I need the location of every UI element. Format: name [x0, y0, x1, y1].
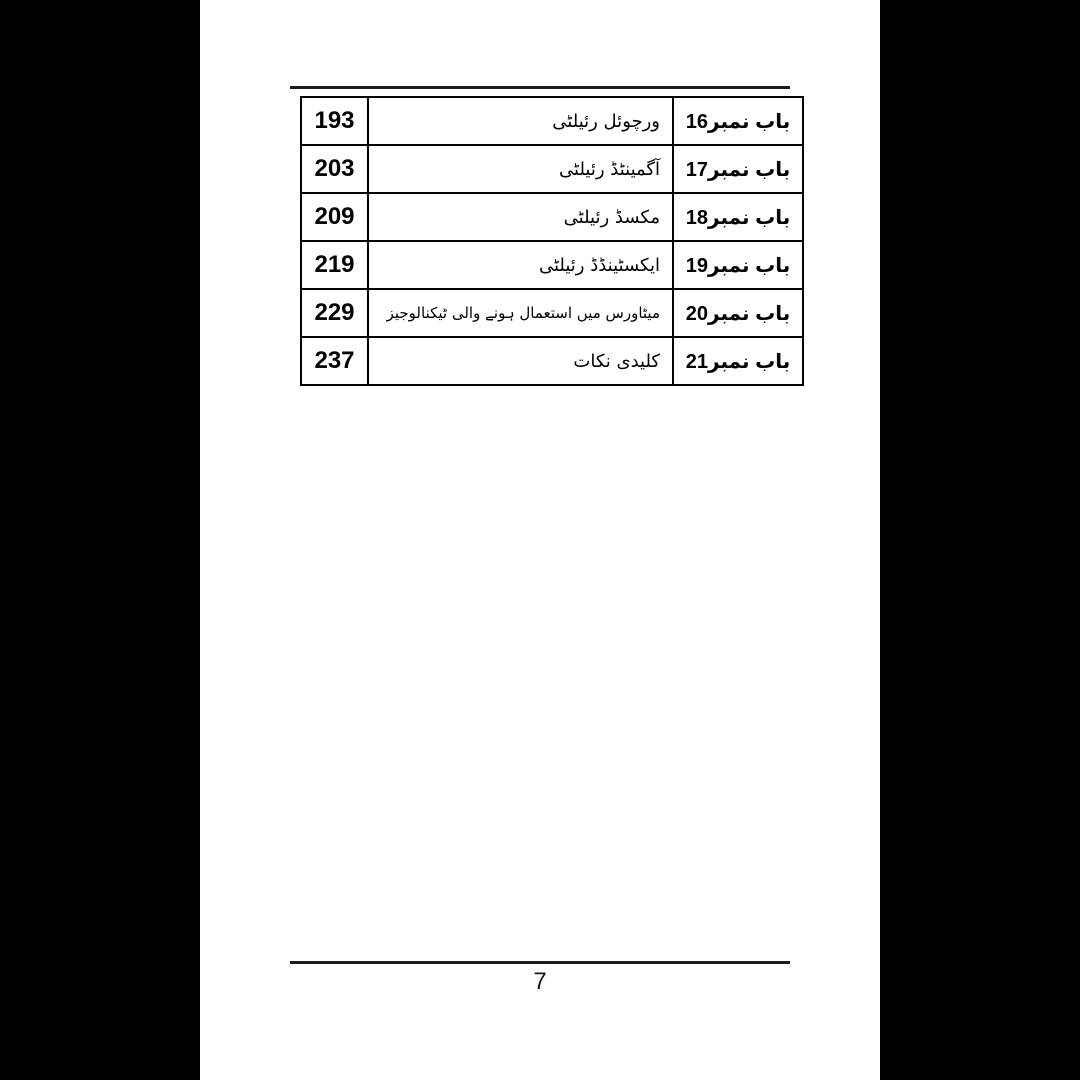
book-page [200, 0, 880, 1080]
toc-page-number-cell: 219 [301, 241, 368, 289]
table-row [301, 193, 803, 241]
table-row [301, 289, 803, 337]
toc-chapter-cell: باب نمبر17 [673, 145, 803, 193]
toc-chapter-cell: باب نمبر20 [673, 289, 803, 337]
toc-page-number-cell: 229 [301, 289, 368, 337]
toc-chapter-cell: باب نمبر16 [673, 97, 803, 145]
table-row [301, 145, 803, 193]
toc-page-number-cell: 203 [301, 145, 368, 193]
toc-chapter-cell: باب نمبر21 [673, 337, 803, 385]
table-row [301, 241, 803, 289]
toc-page-number-cell: 237 [301, 337, 368, 385]
toc-page-number-cell: 209 [301, 193, 368, 241]
toc-page-number-cell: 193 [301, 97, 368, 145]
table-row [301, 97, 803, 145]
toc-chapter-cell: باب نمبر19 [673, 241, 803, 289]
toc-title-cell: میٹاورس میں استعمال ہونے والی ٹیکنالوجیز [368, 289, 673, 337]
toc-table [300, 96, 804, 386]
toc-table-body [301, 97, 803, 385]
toc-title-cell: مکسڈ رئیلٹی [368, 193, 673, 241]
bottom-rule-divider [290, 961, 790, 964]
toc-title-cell: ایکسٹینڈڈ رئیلٹی [368, 241, 673, 289]
toc-title-cell: آگمینٹڈ رئیلٹی [368, 145, 673, 193]
table-row [301, 337, 803, 385]
toc-chapter-cell: باب نمبر18 [673, 193, 803, 241]
page-number: 7 [533, 968, 547, 995]
toc-title-cell: ورچوئل رئیلٹی [368, 97, 673, 145]
toc-title-cell: کلیدی نکات [368, 337, 673, 385]
top-rule-divider [290, 86, 790, 89]
